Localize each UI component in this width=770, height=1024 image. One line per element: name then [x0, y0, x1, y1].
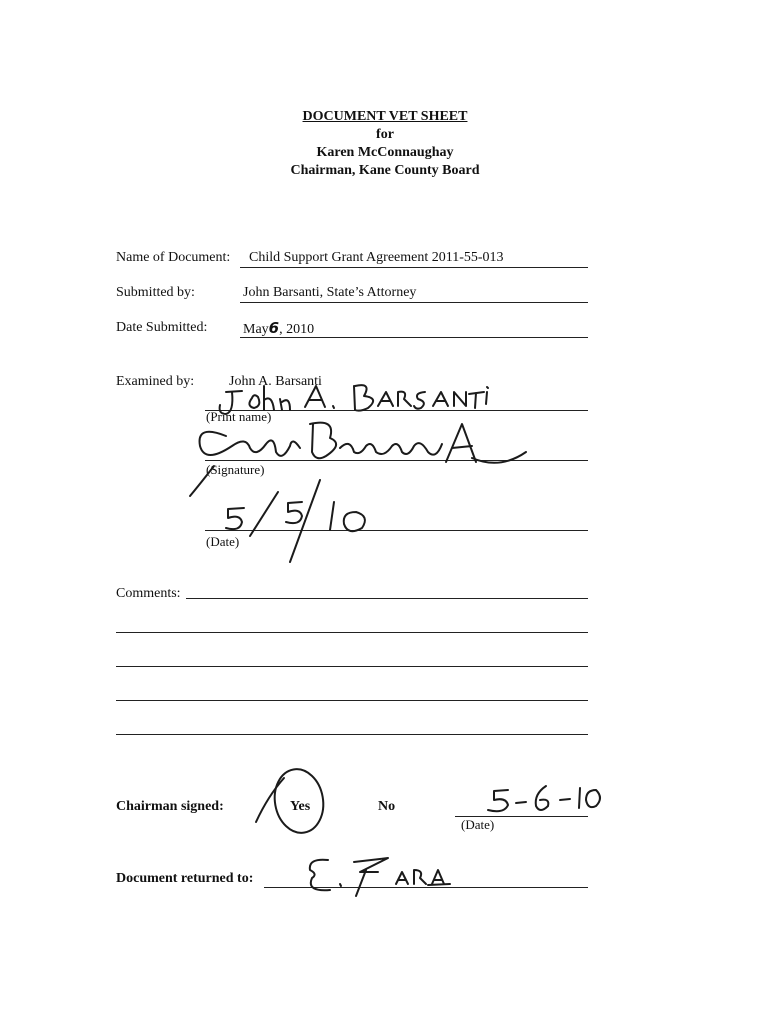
document-returned-label: Document returned to:: [116, 871, 254, 886]
chairman-date-caption: (Date): [461, 817, 495, 832]
examined-by-label: Examined by:: [116, 374, 195, 389]
name-of-document-value: Child Support Grant Agreement 2011-55-013: [249, 250, 504, 265]
examined-date-caption: (Date): [206, 534, 240, 549]
header-for: for: [376, 127, 394, 142]
comments-label: Comments:: [116, 586, 181, 601]
date-submitted-handwritten-day: 6: [268, 319, 280, 337]
chairman-signed-label: Chairman signed:: [116, 799, 224, 814]
document-title: DOCUMENT VET SHEET: [302, 109, 468, 124]
yes-circle: [270, 765, 328, 836]
chairman-yes-option: Yes: [290, 799, 311, 814]
handwritten-chairman-date: [488, 786, 600, 811]
date-submitted-label: Date Submitted:: [116, 320, 208, 335]
chairman-no-option: No: [378, 799, 396, 814]
header-role: Chairman, Kane County Board: [290, 163, 480, 178]
submitted-by-label: Submitted by:: [116, 285, 195, 300]
name-of-document-label: Name of Document:: [116, 250, 231, 265]
date-submitted-year: , 2010: [279, 322, 315, 337]
yes-circle-tail: [256, 778, 284, 822]
header-name: Karen McConnaughay: [316, 145, 454, 160]
handwritten-returned-to: [310, 858, 450, 896]
submitted-by-value: John Barsanti, State’s Attorney: [243, 285, 417, 300]
handwritten-print-name: [220, 385, 488, 414]
handwritten-examined-date: [226, 480, 365, 562]
examined-by-typed-name: John A. Barsanti: [229, 374, 322, 389]
date-submitted-month: May: [243, 322, 269, 337]
signature-caption: (Signature): [206, 462, 265, 477]
print-name-caption: (Print name): [206, 409, 272, 424]
handwritten-signature: [190, 423, 526, 496]
